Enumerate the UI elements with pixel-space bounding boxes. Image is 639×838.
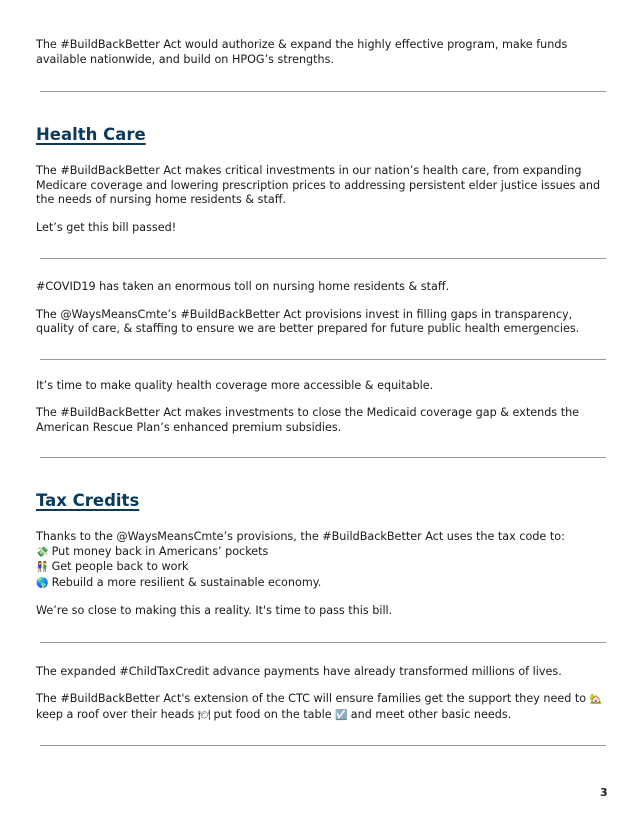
bullet-item: 💸 Put money back in Americans’ pockets bbox=[36, 545, 606, 561]
health-post2-p1: #COVID19 has taken an enormous toll on nursing home residents & staff. bbox=[36, 280, 450, 293]
tax-post2-p2: The #BuildBackBetter Act's extension of the CTC will ensure families get the support they need to 🏡 keep a roof over their heads 🍽 put food on the table ☑️ and meet other basic needs. bbox=[36, 692, 606, 723]
health-post3-p1: It’s time to make quality health coverage more accessible & equitable. bbox=[36, 378, 434, 392]
health-post3-p2: The #BuildBackBetter Act makes investments to close the Medicaid coverage gap & extends the American Rescue Plan’s enhanced premium subsidies. bbox=[36, 406, 580, 434]
tax-post2-p1: The expanded #ChildTaxCredit advance payments have already transformed millions of lives. bbox=[36, 664, 562, 678]
globe-icon: 🌎 bbox=[36, 577, 49, 589]
divider bbox=[40, 745, 606, 746]
health-post2-p2: The @WaysMeansCmte’s #BuildBackBetter Act provisions invest in filling gaps in transparency, quality of care, & staffing to ensure we are better prepared for future public health emergencies. bbox=[36, 307, 580, 335]
bullet-item: 🌎 Rebuild a more resilient & sustainable economy. bbox=[36, 576, 606, 592]
health-post1-p2: Let’s get this bill passed! bbox=[36, 220, 177, 234]
section-heading-health-care: Health Care bbox=[36, 125, 146, 144]
divider bbox=[40, 642, 606, 643]
divider bbox=[40, 457, 606, 458]
page-number: 3 bbox=[600, 786, 608, 799]
divider bbox=[40, 359, 606, 360]
hpog-paragraph: The #BuildBackBetter Act would authorize & expand the highly effective program, make funds available nationwide, and build on HPOG’s strengths. bbox=[36, 38, 568, 66]
section-heading-tax-credits: Tax Credits bbox=[36, 491, 140, 510]
bullet-item: 👫 Get people back to work bbox=[36, 560, 606, 576]
health-post1-p1: The #BuildBackBetter Act makes critical investments in our nation’s health care, from expanding Medicare coverage and lowering prescription prices to addressing persistent elder justice issues and the needs of nursing home residents & staff. bbox=[36, 164, 601, 206]
house-icon: 🏡 bbox=[589, 694, 603, 705]
tax-post1-intro: Thanks to the @WaysMeansCmte’s provisions, the #BuildBackBetter Act uses the tax code to: bbox=[36, 530, 565, 543]
checkbox-icon: ☑️ bbox=[335, 709, 348, 721]
people-icon: 👫 bbox=[36, 562, 49, 573]
money-icon: 💸 bbox=[36, 546, 49, 558]
divider bbox=[40, 258, 606, 259]
tax-post1-closing: We’re so close to making this a reality. It's time to pass this bill. bbox=[36, 604, 393, 617]
divider bbox=[40, 91, 606, 92]
plate-icon: 🍽 bbox=[197, 709, 211, 721]
document-page bbox=[36, 38, 606, 746]
